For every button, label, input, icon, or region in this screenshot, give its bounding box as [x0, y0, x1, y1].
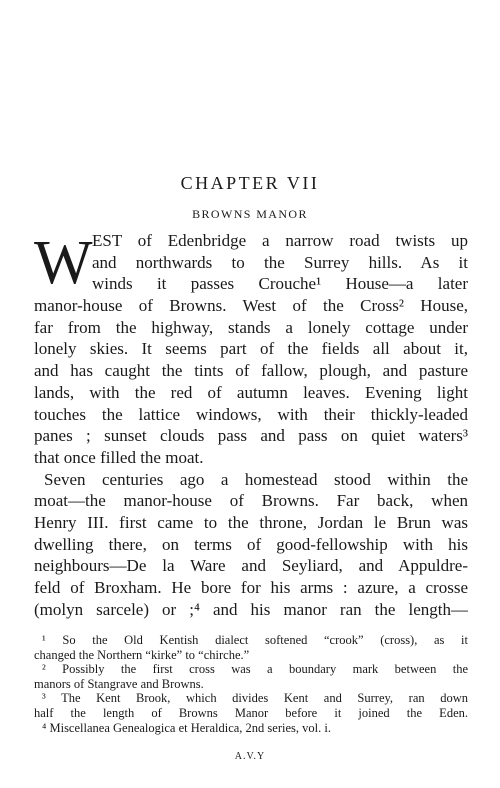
- footnote-line: ² Possibly the first cross was a boundary mark between the: [42, 662, 468, 677]
- footnote-line: half the length of Browns Manor before it joined the Eden.: [34, 705, 468, 720]
- body-line: touches the lattice windows, with their thickly-leaded: [34, 404, 468, 424]
- body-line: lonely skies. It seems part of the fields all about it,: [34, 339, 468, 359]
- body-line: and northwards to the Surrey hills. As it: [92, 252, 468, 272]
- body-line: panes ; sunset clouds pass and pass on quiet waters³: [34, 426, 468, 446]
- body-line: feld of Broxham. He bore for his arms : azure, a crosse: [34, 578, 468, 597]
- section-title: BROWNS MANOR: [192, 207, 308, 221]
- body-line: winds it passes Crouche¹ House—a later: [92, 274, 468, 294]
- footnote-line: ³ The Kent Brook, which divides Kent and Surrey, ran down: [42, 691, 468, 706]
- body-line: Seven centuries ago a homestead stood within the: [44, 469, 468, 489]
- body-line: (molyn sarcele) or ;⁴ and his manor ran the length—: [34, 599, 468, 619]
- body-line: that once filled the moat.: [34, 447, 204, 467]
- body-line: Henry III. first came to the throne, Jordan le Brun was: [34, 512, 468, 532]
- body-line: neighbours—De la Ware and Seyliard, and Appuldre-: [34, 556, 468, 576]
- chapter-title: CHAPTER VII: [180, 173, 320, 193]
- body-line: and has caught the tints of fallow, plough, and pasture: [34, 361, 468, 381]
- body-line: lands, with the red of autumn leaves. Evening light: [34, 382, 468, 402]
- drop-cap: W: [34, 229, 93, 297]
- body-line: moat—the manor-house of Browns. Far back, when: [34, 491, 468, 511]
- footnote-line: ¹ So the Old Kentish dialect softened “crook” (cross), as it: [42, 633, 468, 647]
- body-line: dwelling there, on terms of good-fellowship with his: [34, 534, 468, 554]
- body-text: [34, 230, 468, 620]
- signature-mark: A.V.Y: [234, 751, 266, 762]
- body-line: far from the highway, stands a lonely cottage under: [34, 317, 468, 337]
- footnotes: [34, 633, 468, 735]
- body-line: EST of Edenbridge a narrow road twists up: [92, 231, 468, 250]
- body-line: manor-house of Browns. West of the Cross² House,: [34, 296, 468, 316]
- footnote-line: manors of Stangrave and Browns.: [34, 676, 204, 691]
- footnote-line: changed the Northern “kirke” to “chirche.”: [34, 647, 250, 662]
- footnote-line: ⁴ Miscellanea Genealogica et Heraldica, 2nd series, vol. i.: [42, 720, 331, 735]
